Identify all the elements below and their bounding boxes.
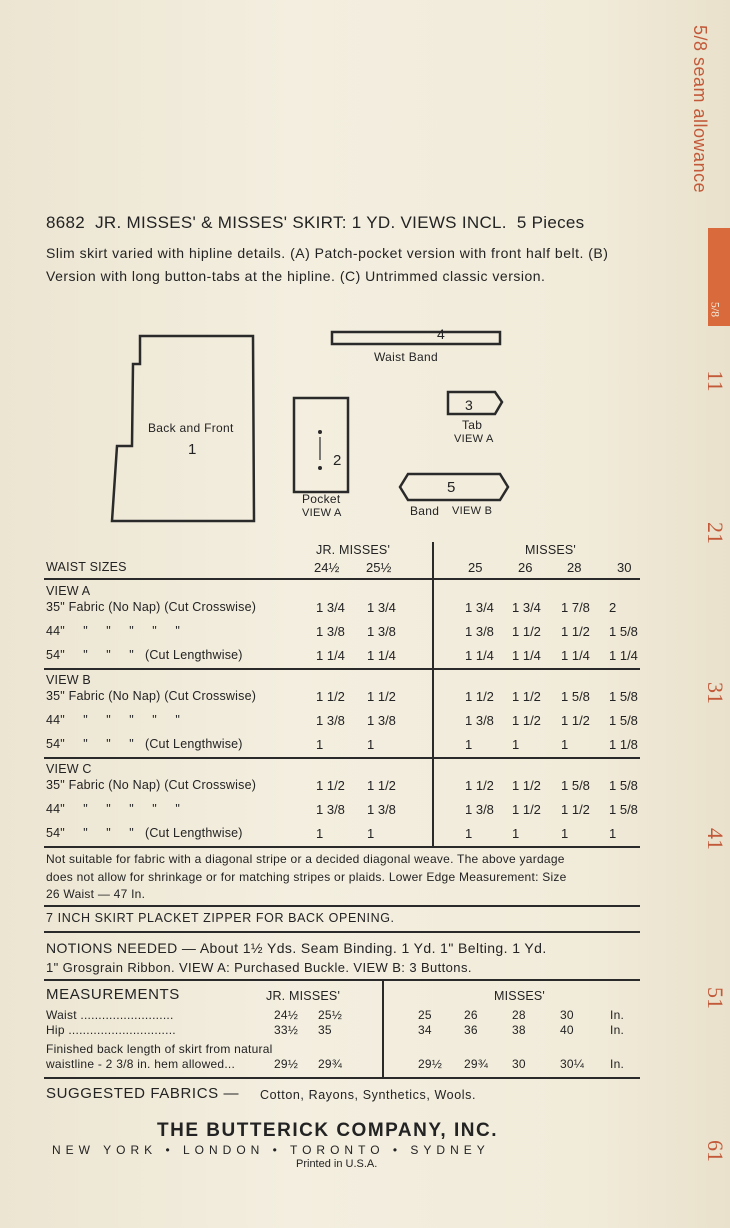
view-divider — [434, 757, 640, 759]
fabric-row-label: 44" " " " " " — [46, 624, 180, 638]
ruler-mark: 61 — [703, 1140, 728, 1162]
yardage-cell: 1 1/2 — [367, 778, 396, 793]
view-label: VIEW A — [46, 584, 91, 598]
yardage-cell: 1 5/8 — [609, 713, 638, 728]
yardage-cell: 1 5/8 — [561, 689, 590, 704]
tab-piece — [448, 392, 502, 414]
pocket-piece — [294, 398, 348, 492]
back-front-label: Back and Front — [148, 421, 234, 435]
measurement-cell: 25½ — [318, 1008, 343, 1022]
yardage-cell: 1 1/2 — [561, 713, 590, 728]
yardage-cell: 1 1/2 — [512, 713, 541, 728]
size-col: 26 — [518, 560, 533, 575]
yardage-cell: 1 3/4 — [465, 600, 494, 615]
fabric-row-label: 35" Fabric (No Nap) (Cut Crosswise) — [46, 778, 257, 792]
yardage-cell: 1 1/2 — [512, 689, 541, 704]
pocket-label: Pocket — [302, 492, 341, 506]
ruler-mark: 51 — [703, 987, 728, 1009]
ruler-mark: 11 — [703, 370, 728, 392]
yardage-cell: 1 3/8 — [316, 713, 345, 728]
fabrics-list: Cotton, Rayons, Synthetics, Wools. — [260, 1088, 477, 1102]
size-col: 25 — [468, 560, 483, 575]
waistband-label: Waist Band — [374, 350, 438, 364]
band-number: 5 — [447, 479, 456, 496]
yardage-cell: 1 7/8 — [561, 600, 590, 615]
note-line: 26 Waist — 47 In. — [46, 887, 146, 901]
pattern-title: JR. MISSES' & MISSES' SKIRT: 1 YD. VIEWS INCL. — [95, 213, 507, 232]
column-divider — [432, 542, 434, 847]
yardage-cell: 1 3/8 — [367, 624, 396, 639]
view-divider — [44, 757, 432, 759]
tab-view: VIEW A — [454, 433, 494, 445]
yardage-cell: 1 3/8 — [367, 802, 396, 817]
fabric-row-label: 35" Fabric (No Nap) (Cut Crosswise) — [46, 689, 257, 703]
yardage-cell: 1 1/4 — [465, 648, 494, 663]
pieces-count: 5 Pieces — [516, 213, 585, 232]
yardage-cell: 1 3/8 — [465, 713, 494, 728]
ruler-mark: 21 — [703, 522, 728, 544]
yardage-cell: 1 — [561, 737, 569, 752]
meas-jr-heading: JR. MISSES' — [266, 989, 341, 1003]
measurement-cell: 30 — [560, 1008, 574, 1022]
length-label: waistline - 2 3/8 in. hem allowed... — [46, 1057, 236, 1071]
ruler-mark: 41 — [703, 828, 728, 850]
pocket-mark-dot — [318, 430, 322, 434]
fabric-row-label: 54" " " " (Cut Lengthwise) — [46, 737, 243, 751]
pattern-description: Slim skirt varied with hipline details. (A) Patch-pocket version with front half belt. (B) Version with long button-tabs at the hipline. (C) Untrimmed classic version. — [46, 245, 609, 284]
size-col: 25½ — [366, 560, 392, 575]
yardage-cell: 1 — [367, 826, 375, 841]
pocket-view: VIEW A — [302, 507, 342, 519]
yardage-cell: 1 1/2 — [561, 802, 590, 817]
band-view: VIEW B — [452, 505, 493, 517]
unit-label: In. — [610, 1023, 625, 1037]
yardage-cell: 1 3/8 — [465, 624, 494, 639]
yardage-cell: 1 3/8 — [316, 802, 345, 817]
unit-label: In. — [610, 1008, 625, 1022]
meas-misses-heading: MISSES' — [494, 989, 546, 1003]
fabric-row-label: 54" " " " (Cut Lengthwise) — [46, 826, 243, 840]
yardage-cell: 1 1/2 — [316, 778, 345, 793]
yardage-cell: 1 1/2 — [512, 624, 541, 639]
measurement-cell: 24½ — [274, 1008, 299, 1022]
ruler-fraction: 5/8 — [708, 301, 723, 318]
ruler-mark: 31 — [703, 682, 728, 704]
yardage-cell: 1 3/8 — [367, 713, 396, 728]
column-divider — [382, 980, 384, 1078]
rule — [44, 931, 640, 933]
view-divider — [434, 668, 640, 670]
yardage-cell: 1 — [609, 826, 617, 841]
fabric-row-label: 44" " " " " " — [46, 802, 180, 816]
yardage-cell: 1 1/2 — [316, 689, 345, 704]
yardage-cell: 1 1/4 — [316, 648, 345, 663]
yardage-cell: 1 — [512, 737, 520, 752]
yardage-cell: 1 3/4 — [316, 600, 345, 615]
yardage-cell: 1 1/8 — [609, 737, 638, 752]
yardage-cell: 1 1/4 — [512, 648, 541, 663]
pocket-number: 2 — [333, 452, 342, 469]
yardage-cell: 1 — [367, 737, 375, 752]
yardage-cell: 1 — [316, 737, 324, 752]
yardage-cell: 1 — [512, 826, 520, 841]
rule — [44, 1077, 640, 1079]
yardage-cell: 1 1/2 — [512, 802, 541, 817]
measurements-title: MEASUREMENTS — [46, 986, 180, 1003]
size-col: 24½ — [314, 560, 340, 575]
company-name: THE BUTTERICK COMPANY, INC. — [157, 1120, 498, 1141]
yardage-cell: 1 5/8 — [609, 689, 638, 704]
misses-heading: MISSES' — [525, 543, 577, 557]
note-line: Not suitable for fabric with a diagonal stripe or a decided diagonal weave. The above yardage — [46, 852, 565, 866]
seam-allowance-label: 5/8 seam allowance — [690, 25, 710, 194]
zipper-note: 7 INCH SKIRT PLACKET ZIPPER FOR BACK OPENING. — [46, 911, 395, 925]
notions-line: NOTIONS NEEDED — About 1½ Yds. Seam Binding. 1 Yd. 1" Belting. 1 Yd. — [46, 940, 547, 956]
measurement-cell: 28 — [512, 1008, 526, 1022]
fabric-row-label: 44" " " " " " — [46, 713, 180, 727]
fabric-row-label: 54" " " " (Cut Lengthwise) — [46, 648, 243, 662]
size-col: 30 — [617, 560, 632, 575]
yardage-cell: 1 5/8 — [609, 802, 638, 817]
fabric-row-label: 35" Fabric (No Nap) (Cut Crosswise) — [46, 600, 257, 614]
rule — [44, 905, 640, 907]
yardage-cell: 1 5/8 — [609, 624, 638, 639]
yardage-cell: 1 1/2 — [465, 689, 494, 704]
measurement-cell: 26 — [464, 1008, 478, 1022]
yardage-cell: 1 5/8 — [561, 778, 590, 793]
yardage-cell: 1 — [561, 826, 569, 841]
jr-misses-heading: JR. MISSES' — [316, 543, 391, 557]
yardage-cell: 1 3/4 — [512, 600, 541, 615]
measurement-cell: 29¾ — [318, 1057, 343, 1071]
rule — [44, 578, 640, 580]
measurement-cell: 40 — [560, 1023, 574, 1037]
waistband-number: 4 — [437, 326, 446, 342]
waist-label: Waist .......................... — [46, 1008, 174, 1022]
yardage-cell: 1 — [465, 826, 473, 841]
measurement-cell: 36 — [464, 1023, 478, 1037]
yardage-cell: 1 1/2 — [512, 778, 541, 793]
measurement-cell: 30 — [512, 1057, 526, 1071]
yardage-cell: 1 1/2 — [465, 778, 494, 793]
yardage-cell: 1 1/2 — [561, 624, 590, 639]
tab-label: Tab — [462, 418, 483, 432]
back-front-number: 1 — [188, 441, 197, 458]
measurement-cell: 25 — [418, 1008, 432, 1022]
yardage-cell: 1 1/4 — [609, 648, 638, 663]
pattern-number: 8682 — [46, 213, 86, 232]
measurement-cell: 35 — [318, 1023, 332, 1037]
rule — [44, 846, 640, 848]
yardage-cell: 1 1/4 — [561, 648, 590, 663]
yardage-cell: 1 3/4 — [367, 600, 396, 615]
rule — [44, 979, 640, 981]
note-line: does not allow for shrinkage or for matching stripes or plaids. Lower Edge Measurement: Size — [46, 870, 567, 884]
yardage-cell: 2 — [609, 600, 617, 615]
yardage-cell: 1 3/8 — [316, 624, 345, 639]
notions-line: 1" Grosgrain Ribbon. VIEW A: Purchased Buckle. VIEW B: 3 Buttons. — [46, 960, 472, 975]
size-col: 28 — [567, 560, 582, 575]
view-label: VIEW C — [46, 762, 92, 776]
measurement-cell: 29½ — [274, 1057, 299, 1071]
pocket-mark-dot — [318, 466, 322, 470]
printed-in: Printed in U.S.A. — [296, 1158, 378, 1170]
view-label: VIEW B — [46, 673, 91, 687]
yardage-cell: 1 1/4 — [367, 648, 396, 663]
view-divider — [44, 668, 432, 670]
measurement-cell: 30¼ — [560, 1057, 585, 1071]
yardage-cell: 1 — [465, 737, 473, 752]
measurement-cell: 33½ — [274, 1023, 299, 1037]
tab-number: 3 — [465, 397, 474, 413]
fabrics-title: SUGGESTED FABRICS — — [46, 1085, 240, 1102]
measurement-cell: 29¾ — [464, 1057, 489, 1071]
measurement-cell: 38 — [512, 1023, 526, 1037]
band-label: Band — [410, 504, 440, 518]
unit-label: In. — [610, 1057, 625, 1071]
hip-label: Hip .............................. — [46, 1023, 176, 1037]
yardage-cell: 1 5/8 — [609, 778, 638, 793]
yardage-cell: 1 3/8 — [465, 802, 494, 817]
waist-sizes-label: WAIST SIZES — [46, 560, 127, 574]
pattern-header — [46, 213, 584, 233]
waistband-piece — [332, 332, 500, 344]
yardage-cell: 1 — [316, 826, 324, 841]
company-cities: NEW YORK • LONDON • TORONTO • SYDNEY — [52, 1143, 490, 1157]
measurement-cell: 29½ — [418, 1057, 443, 1071]
yardage-cell: 1 1/2 — [367, 689, 396, 704]
measurement-cell: 34 — [418, 1023, 432, 1037]
length-label: Finished back length of skirt from natural — [46, 1042, 273, 1056]
